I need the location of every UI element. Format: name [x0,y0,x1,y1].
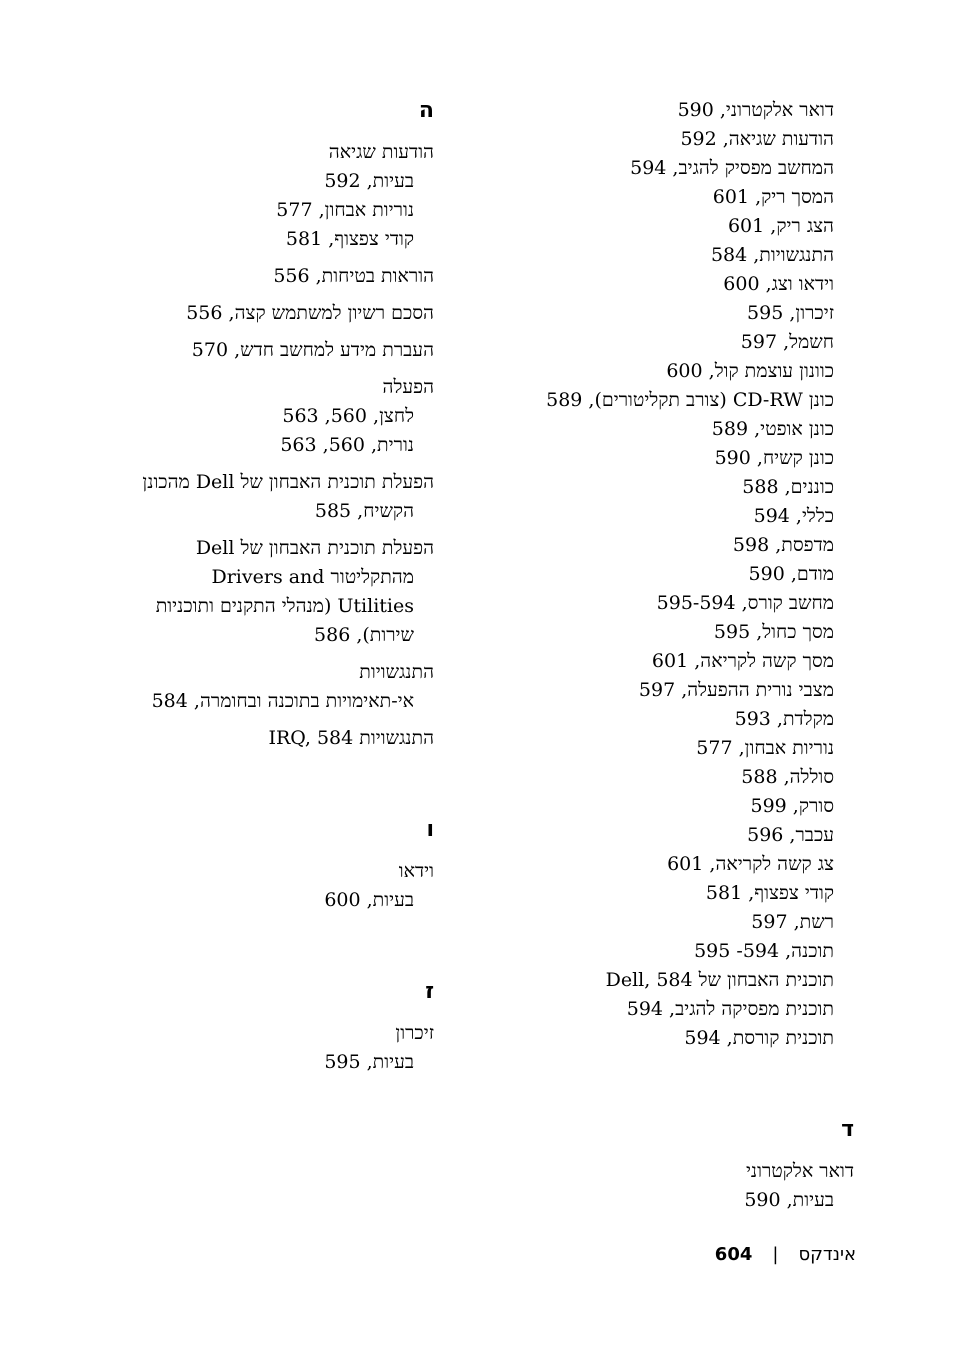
index-subentry: כללי, 594 [753,505,834,527]
section-letter-dalet: ד [841,1117,854,1142]
index-term: הפעלת תוכנית האבחון של Dell מהכונן [142,471,434,493]
index-subentry: דואר אלקטרוני, 590 [677,99,834,121]
page-number: 604 [714,1244,753,1265]
index-subentry: נוריות אבחון, 577 [276,199,414,221]
index-subentry: צג קשה לקריאה, 601 [667,853,834,875]
index-term: התנגשויות [359,661,434,683]
index-subentry: תוכנה, 594- 595 [694,940,834,962]
index-entry [74,468,434,526]
index-column-left [74,96,434,1085]
index-subentry: הודעות שגיאה, 592 [680,128,834,150]
index-subentry: כונן אופטי, 589 [711,418,834,440]
index-entry [74,299,434,328]
index-entry [74,373,434,460]
index-entry [74,534,434,650]
index-subentry: בעיות, 600 [324,889,414,911]
index-subentry: קודי צפצוף, 581 [285,228,414,250]
index-subentry: קודי צפצוף, 581 [705,882,834,904]
index-subentry: נורית, 560, 563 [280,434,414,456]
index-subentry: מסך קשה לקריאה, 601 [651,650,834,672]
index-subentry: תוכנית האבחון של Dell, 584 [605,969,834,991]
index-term: הוראות בטיחות, 556 [273,265,434,287]
index-subentry: תוכנית מפסיקה להגיב, 594 [626,998,834,1020]
index-entry [74,1019,434,1077]
index-subentry: מצבי נורית ההפעלה, 597 [638,679,834,701]
index-term: זיכרון [395,1022,434,1044]
index-subentry: מהתקליטור Drivers and [211,566,414,588]
index-subentry: שירות), 586 [314,624,414,646]
index-continuation-list [504,96,834,1053]
footer-separator: | [772,1244,779,1265]
index-subentry: התנגשויות, 584 [710,244,834,266]
index-term: דואר אלקטרוני [745,1160,854,1182]
index-subentry: בעיות, 595 [324,1051,414,1073]
index-subentry: בעיות, 592 [324,170,414,192]
index-subentry: כונן קשיח, 590 [714,447,834,469]
page-footer [715,1244,856,1265]
index-subentry: אי-תאימויות בתוכנה ובחומרה, 584 [151,690,414,712]
section-letter: ז [425,979,434,1004]
index-subentry: סורק, 599 [750,795,834,817]
index-subentry: כונן CD-RW (צורב תקליטורים), 589 [546,389,834,411]
footer-label: אינדקס [798,1244,856,1265]
section-letter: ו [426,817,434,842]
index-term: הפעלה [382,376,434,398]
index-subentry: כוונון עוצמת קול, 600 [666,360,834,382]
index-entry [74,262,434,291]
index-subentry: מודם, 590 [748,563,834,585]
index-subentry: Utilities (מנהלי התקנים ותוכניות [155,595,414,617]
section-letter: ה [418,98,434,123]
index-entry [74,336,434,365]
index-subentry: עכבר, 596 [747,824,834,846]
index-subentry: כוננים, 588 [742,476,834,498]
index-subentry: מדפסת, 598 [732,534,834,556]
index-subentry: נוריות אבחון, 577 [696,737,834,759]
index-subentry: וידאו וצג, 600 [723,273,834,295]
index-subentry: תוכנית קורסת, 594 [684,1027,834,1049]
index-entry [74,857,434,915]
index-term: הסכם רשיון למשתמש קצה, 556 [186,302,434,324]
index-entry [74,138,434,254]
index-term: העברת מידע למחשב חדש, 570 [191,339,434,361]
index-term: הפעלת תוכנית האבחון של Dell [195,537,434,559]
index-subentry: הקשיח, 585 [314,500,414,522]
index-entry [74,724,434,753]
index-column-right [504,96,854,1215]
index-term: וידאו [398,860,434,882]
index-subentry: הצג ריק, 601 [727,215,834,237]
index-entry [74,658,434,716]
index-subentry: המחשב מפסיק להגיב, 594 [630,157,834,179]
index-term: התנגשויות IRQ, 584 [268,727,434,749]
index-subentry: מקלדת, 593 [734,708,834,730]
index-subentry: בעיות, 590 [744,1189,834,1211]
index-subentry: רשת, 597 [751,911,834,933]
index-subentry: זיכרון, 595 [747,302,834,324]
index-subentry: לחצן, 560, 563 [282,405,414,427]
index-subentry: סוללה, 588 [741,766,834,788]
index-term: הודעות שגיאה [328,141,434,163]
index-subentry: מחשב קורס, 595-594 [656,592,834,614]
index-subentry: חשמל, 597 [740,331,834,353]
index-subentry: המסך ריק, 601 [712,186,834,208]
index-subentry: מסך כחול, 595 [713,621,834,643]
